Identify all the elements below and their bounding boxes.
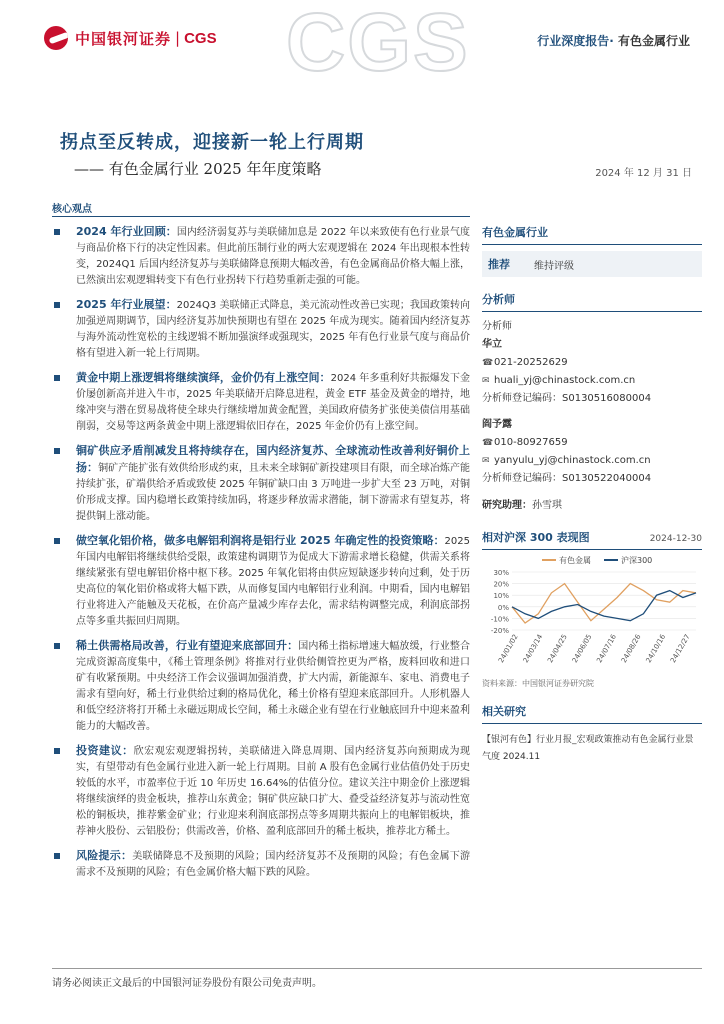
analyst-cert: S0130522040004 [562,473,652,484]
point-gold [52,370,470,435]
analyst-email[interactable]: yanyulu_yj@chinastock.com.cn [494,455,651,466]
logo-mark-icon [44,26,68,50]
legend-label: 沪深300 [621,556,653,565]
point-body: 铜矿产能扩张有效供给形成约束，且未来全球铜矿新投建项目有限，而全球冶炼产能持续扩张，矿端供给矛盾或致使 2025 年铜矿缺口由 3 万吨进一步扩大至 23 万吨，对铜价形成支撑。国内稳增长政策持续加码，将逐步释放需求潜能，制下游需求有望复苏，将提供铜上涨动能。 [76,463,471,522]
analyst-phone: 021-20252629 [494,357,568,368]
x-tick-label: 24/04/25 [546,633,569,665]
y-tick-label: 0% [497,603,509,612]
point-title: 铜矿供应矛盾削减发且将持续存在，国内经济复苏、全球流动性改善利好铜价上扬： [76,444,470,474]
point-copper [52,443,470,525]
point-body: 国内稀土指标增速大幅放缓，行业整合完成资源高度集中，《稀土管理条例》将推对行业供给侧管控更为严格，废料回收和进口矿有收紧预期。中央经济工作会议强调加强消费，扩大内需，新能源车、家电、消费电子需求有望向好，稀土行业供给过剩的格局优化，稀土价格有望迎来底部回升。人形机器人和低空经济将打开稀土永磁远期成长空间，稀土永磁企业有望在行业触底回升中迎来盈利能力的大幅改善。 [76,641,471,732]
point-body: 2024 年多重利好共振爆发下金价屡创新高并进入牛市，2025 年美联储开启降息进程，黄金 ETF 基金及黄金的增持，地缘冲突与潜在贸易战将使全球央行继续增加黄金配置，美国政府债务扩张使美债信用基础削弱，交易等这两条黄金中期上涨逻辑依旧存在，2025 年金价仍有上涨空间。 [76,373,471,432]
point-title: 稀土供需格局改善，行业有望迎来底部回升： [76,639,299,652]
company-logo [44,26,217,50]
point-title: 2025 年行业展望： [76,298,177,311]
analyst-name: 华立 [482,339,502,350]
core-views [52,224,470,889]
sub-title: —— 有色金属行业 2025 年年度策略 [74,160,322,178]
point-title: 2024 年行业回顾： [76,225,177,238]
x-tick-label: 24/07/16 [595,633,619,665]
rating-value: 维持评级 [534,260,574,272]
email-icon: ✉ [482,456,490,466]
x-tick-label: 24/10/16 [644,633,668,665]
point-title: 投资建议： [76,744,134,757]
y-tick-label: 30% [493,569,509,577]
x-tick-label: 24/01/02 [497,633,520,665]
research-assist-name: 孙雪琪 [532,500,562,511]
cert-label: 分析师登记编码： [482,393,562,404]
phone-icon: ☎ [482,358,494,368]
industry-title: 有色金属行业 [482,224,702,245]
report-industry: 有色金属行业 [617,34,690,48]
footer-divider [52,968,702,969]
related-header: 相关研究 [482,703,702,724]
point-industry-review [52,224,470,289]
cert-label: 分析师登记编码： [482,473,562,484]
analyst-header: 分析师 [482,291,702,312]
point-body: 国内经济弱复苏与美联储加息是 2022 年以来致使有色行业景气度与商品价格下行的决定性因素。但此前压制行业的两大宏观逻辑在 2024 年出现根本性转变，2024Q1 后国内经济复苏与美联储降息预期大幅改善，有色金属商品价格大幅上涨，已然演出宏观逻辑转变下有色行业拐转下行趋势重新走强的可能。 [76,227,470,286]
core-views-label: 核心观点 [52,204,92,215]
analyst-card [482,318,702,408]
logo-en: CGS [184,29,217,47]
point-aluminum [52,533,470,630]
report-date: 2024 年 12 月 31 日 [595,168,692,179]
y-tick-label: -10% [490,615,509,624]
analyst-card [482,416,702,488]
y-tick-label: 10% [493,592,509,601]
section-divider [52,216,470,217]
point-body: 2024Q3 美联储正式降息，美元流动性改善已实现；我国政策转向加强逆周期调节，国内经济复苏加快预期也有望在 2025 年成为现实。随着国内经济复苏与海外流动性宽松的主线逻辑不断加强演绎或强现实，2025 年有色行业景气度与商品价格有望进入新一轮上行周期。 [76,300,470,359]
page-header [0,0,724,88]
chart-date: 2024-12-30 [649,534,702,544]
email-icon: ✉ [482,376,490,386]
analyst-name: 阎予露 [482,419,512,430]
chart-svg [482,550,702,674]
title-block [60,128,700,179]
chart-source: 资料来源：中国银河证券研究院 [482,679,594,688]
y-tick-label: -20% [490,627,509,635]
analyst-email[interactable]: huali_yj@chinastock.com.cn [494,375,636,386]
main-title: 拐点至反转成，迎接新一轮上行周期 [60,132,364,153]
point-title: 黄金中期上涨逻辑将继续演绎，金价仍有上涨空间： [76,371,331,384]
point-title: 做空氧化铝价格，做多电解铝利润将是铝行业 2025 年确定性的投资策略： [76,534,445,547]
logo-cn: 中国银河证券 [75,29,172,48]
disclaimer-footer: 请务必阅读正文最后的中国银河证券股份有限公司免责声明。 [52,978,322,989]
rating-label: 推荐 [488,258,510,271]
analyst-role: 分析师 [482,321,512,332]
phone-icon: ☎ [482,438,494,448]
point-body: 2025 年国内电解铝将继续供给受限，政策建构调期节为促成大下游需求增长稳健，供需关系将继续紧张有望电解铝价格中枢下移。2025 年氧化铝将由供应短缺逐步转向过剩，处于历史高位的氧化铝价格或将大幅下跌，从而修复国内电解铝行业利润。中期看，国内电解铝行业将进入产能触及天花板，在价高产量减少库存去化，需求结构调整完成，利润底部拐点等多重共振回归周期。 [76,536,470,627]
related-report-link[interactable]: 【银河有色】行业月报_宏观政策推动有色金属行业景气度 2024.11 [482,735,694,762]
point-investment-advice [52,743,470,840]
point-industry-outlook [52,297,470,362]
report-type: 行业深度报告· [537,34,614,48]
x-tick-label: 24/03/14 [521,633,545,665]
relative-performance-chart [482,529,702,689]
x-tick-label: 24/12/27 [669,633,692,665]
research-assistant [482,496,702,511]
point-rare-earth [52,638,470,735]
research-assist-label: 研究助理： [482,500,532,511]
report-category [537,32,690,49]
logo-separator: | [175,29,181,47]
x-tick-label: 24/06/05 [570,633,594,665]
legend-label: 有色金属 [559,556,591,565]
cgs-watermark: CGS [286,0,470,88]
x-tick-label: 24/08/26 [619,633,643,665]
y-tick-label: 20% [493,580,509,589]
chart-title: 相对沪深 300 表现图 [482,531,590,544]
point-body: 美联储降息不及预期的风险；国内经济复苏不及预期的风险；有色金属下游需求不及预期的风险；有色金属价格大幅下跌的风险。 [76,851,471,878]
point-risk-warning [52,848,470,881]
point-body: 欣宏观宏观逻辑拐转，美联储进入降息周期、国内经济复苏向预期成为现实，有望带动有色金属行业进入新一轮上行周期。目前 A 股有色金属行业估值仍处于历史较低的水平，市盈率位于近 10 年历史 16.64%的估值分位。建议关注中期金价上涨逻辑将继续演绎的贵金板块，推荐山东黄金；铜矿供应缺口扩大、叠受益经济复苏与流动性宽松的铜板块，推荐紫金矿业；行业迎来利润底部拐点等多周期共振向上的电解铝板块，推荐神火股份、云铝股份；供需改善，价格、盈利底部回升的稀土板块，推荐北方稀土。 [76,746,471,837]
rating-box [482,251,702,277]
analyst-phone: 010-80927659 [494,437,568,448]
sidebar [482,224,702,766]
point-title: 风险提示： [76,849,133,862]
analyst-cert: S0130516080004 [562,393,652,404]
